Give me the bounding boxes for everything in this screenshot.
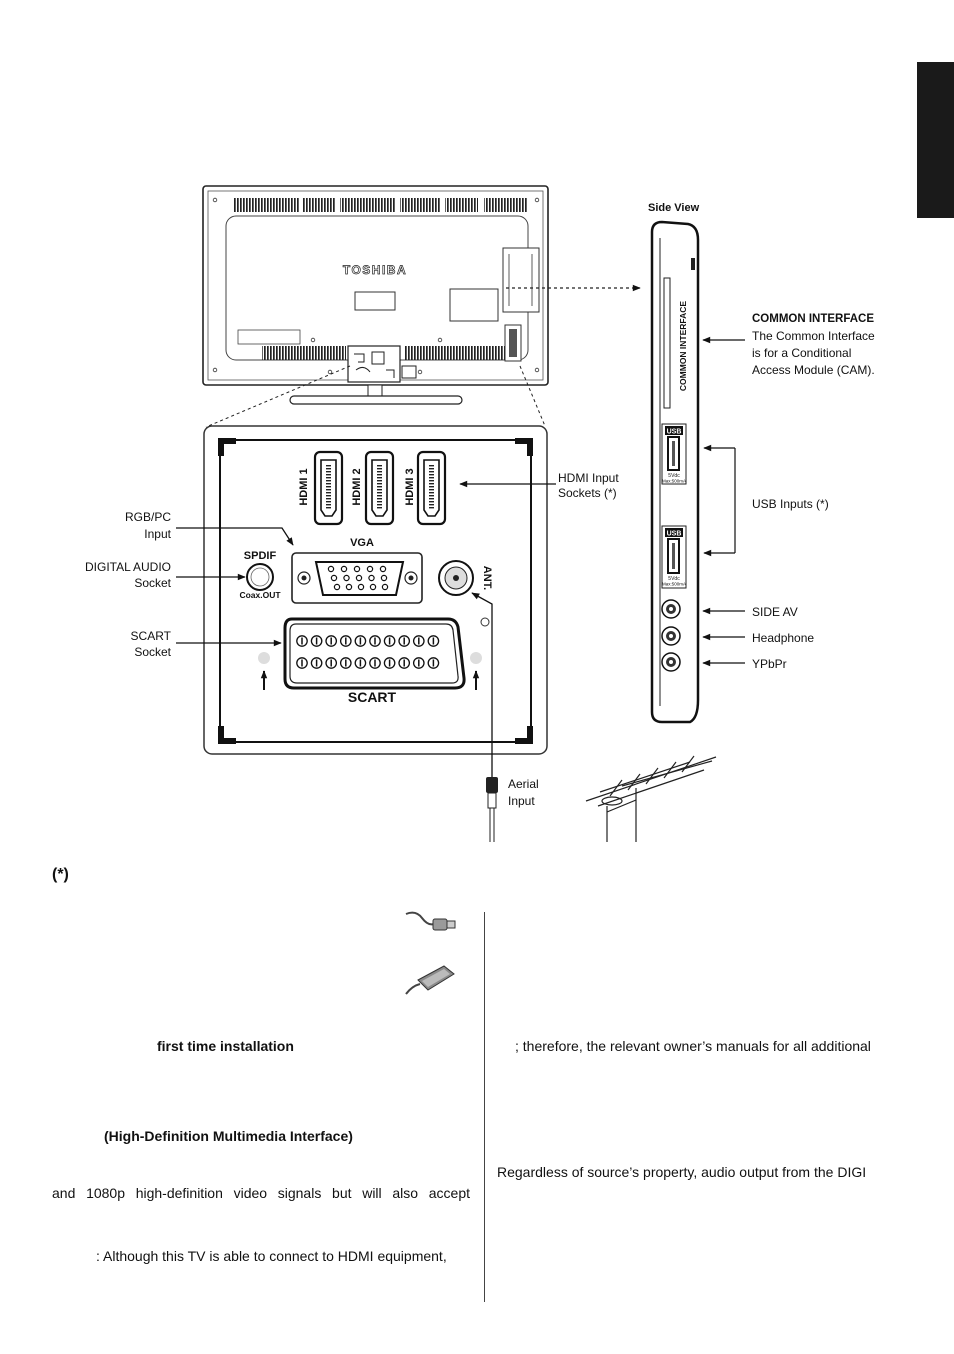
- hdmi-port-3[interactable]: [418, 452, 445, 524]
- ant-label: ANT.: [481, 565, 493, 591]
- ypbpr-jack[interactable]: [662, 653, 680, 671]
- scart-pin: [428, 658, 438, 668]
- rgb-pc-callout-line-1: RGB/PC: [124, 510, 171, 524]
- vga-pin: [328, 566, 333, 571]
- scart-pin: [311, 658, 321, 668]
- although-text: : Although this TV is able to connect to HDMI equipment,: [96, 1248, 447, 1264]
- regardless-text: Regardless of source’s property, audio output from the DIGI: [497, 1164, 867, 1180]
- antenna-socket[interactable]: [439, 561, 473, 595]
- hdmi-3-label: HDMI 3: [404, 468, 416, 506]
- headphone-callout: Headphone: [752, 631, 815, 645]
- ci-callout-line-2: is for a Conditional: [752, 346, 852, 360]
- scart-pin: [355, 658, 365, 668]
- scart-pin: [399, 658, 409, 668]
- video-signals-text: and 1080p high-definition video signals but will also accept: [52, 1185, 470, 1201]
- scart-pin: [311, 636, 321, 646]
- usb-2-label: USB: [666, 530, 682, 538]
- hdmi-callout-line-1: HDMI Input: [558, 471, 619, 485]
- ypbpr-callout: YPbPr: [752, 657, 787, 671]
- fixing-hole-left: [258, 652, 270, 664]
- owners-manuals-text: ; therefore, the relevant owner’s manuals for all additional: [515, 1038, 871, 1054]
- ground-screw: [481, 618, 489, 626]
- usb-callout-bracket: [704, 448, 735, 553]
- vga-pin: [334, 584, 339, 589]
- aerial-callout-line-2: Input: [508, 794, 535, 808]
- scart-pin: [326, 636, 336, 646]
- tv-rear-view: [203, 186, 548, 404]
- vga-screw-left: [298, 572, 310, 584]
- digital-audio-callout-line-1: DIGITAL AUDIO: [84, 560, 171, 574]
- av-cable-icon: [404, 908, 458, 940]
- scart-pin: [384, 636, 394, 646]
- tv-side-view: [652, 222, 698, 722]
- scart-pin: [297, 636, 307, 646]
- ci-slot[interactable]: [664, 278, 670, 408]
- usb-2-spec-1: 5Vdc: [668, 576, 680, 582]
- usb-1-spec-2: Max:500mA: [661, 478, 687, 484]
- vga-pin: [381, 575, 386, 580]
- scart-callout-line-2: Socket: [134, 645, 171, 659]
- vga-pin: [369, 575, 374, 580]
- vga-screw-right: [405, 572, 417, 584]
- side-av-callout: SIDE AV: [752, 605, 798, 619]
- scart-label: SCART: [347, 689, 397, 705]
- spdif-socket[interactable]: [247, 564, 273, 590]
- vga-pin: [358, 584, 363, 589]
- antenna-icon: [586, 756, 716, 842]
- vga-pin: [354, 566, 359, 571]
- first-time-installation-text: first time installation: [157, 1038, 294, 1054]
- scart-pin: [341, 658, 351, 668]
- brand-logo: TOSHIBA: [342, 263, 408, 277]
- headphone-jack[interactable]: [662, 627, 680, 645]
- usb-port-2[interactable]: [662, 526, 686, 588]
- vga-pin: [380, 566, 385, 571]
- rgb-pc-callout-line-2: Input: [144, 527, 171, 541]
- vga-pin: [341, 566, 346, 571]
- vga-pin: [344, 575, 349, 580]
- fixing-hole-right: [470, 652, 482, 664]
- scart-pin: [297, 658, 307, 668]
- hdmi-1-label: HDMI 1: [298, 468, 310, 506]
- scart-port[interactable]: [285, 619, 464, 688]
- rear-connector-panel: [204, 426, 547, 754]
- scart-pin: [428, 636, 438, 646]
- scart-pin: [414, 636, 424, 646]
- usb-2-spec-2: Max:500mA: [661, 581, 687, 587]
- tv-stand: [290, 385, 462, 404]
- scart-pin: [326, 658, 336, 668]
- spdif-label: SPDIF: [243, 550, 277, 562]
- scart-pin: [370, 658, 380, 668]
- scart-pin: [355, 636, 365, 646]
- vga-pin: [331, 575, 336, 580]
- usb-inputs-callout: USB Inputs (*): [752, 497, 829, 511]
- scart-pin: [384, 658, 394, 668]
- vga-pin: [382, 584, 387, 589]
- vga-pin: [356, 575, 361, 580]
- side-view-title: Side View: [648, 202, 700, 214]
- hdmi-port-1[interactable]: [315, 452, 342, 524]
- hdmi-callout-line-2: Sockets (*): [558, 486, 617, 500]
- hdmi-port-2[interactable]: [366, 452, 393, 524]
- ci-callout-title: COMMON INTERFACE: [752, 313, 875, 325]
- scart-pin: [414, 658, 424, 668]
- vga-pin: [346, 584, 351, 589]
- ci-slot-label: COMMON INTERFACE: [678, 300, 688, 392]
- vga-port[interactable]: [292, 553, 422, 603]
- vga-pin: [370, 584, 375, 589]
- aerial-callout-line-1: Aerial: [508, 777, 539, 791]
- side-av-jack[interactable]: [662, 600, 680, 618]
- digital-audio-callout-line-2: Socket: [134, 576, 171, 590]
- coax-out-label: Coax.OUT: [239, 590, 281, 600]
- column-divider: [484, 912, 485, 1302]
- usb-1-label: USB: [666, 428, 682, 436]
- scart-pin: [399, 636, 409, 646]
- hdmi-2-label: HDMI 2: [351, 468, 363, 506]
- usb-port-1[interactable]: [662, 424, 686, 484]
- hdmi-full-name-text: (High-Definition Multimedia Interface): [104, 1128, 353, 1144]
- ci-callout-line-1: The Common Interface: [752, 329, 875, 343]
- vga-pin: [367, 566, 372, 571]
- footnote-marker: (*): [52, 866, 69, 883]
- usb-1-spec-1: 5Vdc: [668, 473, 680, 479]
- rear-connector-cover: [450, 289, 498, 321]
- scart-pin: [370, 636, 380, 646]
- scart-pin: [341, 636, 351, 646]
- vga-label: VGA: [350, 537, 374, 549]
- scart-cable-icon: [404, 960, 458, 998]
- scart-callout-line-1: SCART: [130, 629, 171, 643]
- ci-callout-line-3: Access Module (CAM).: [752, 363, 875, 377]
